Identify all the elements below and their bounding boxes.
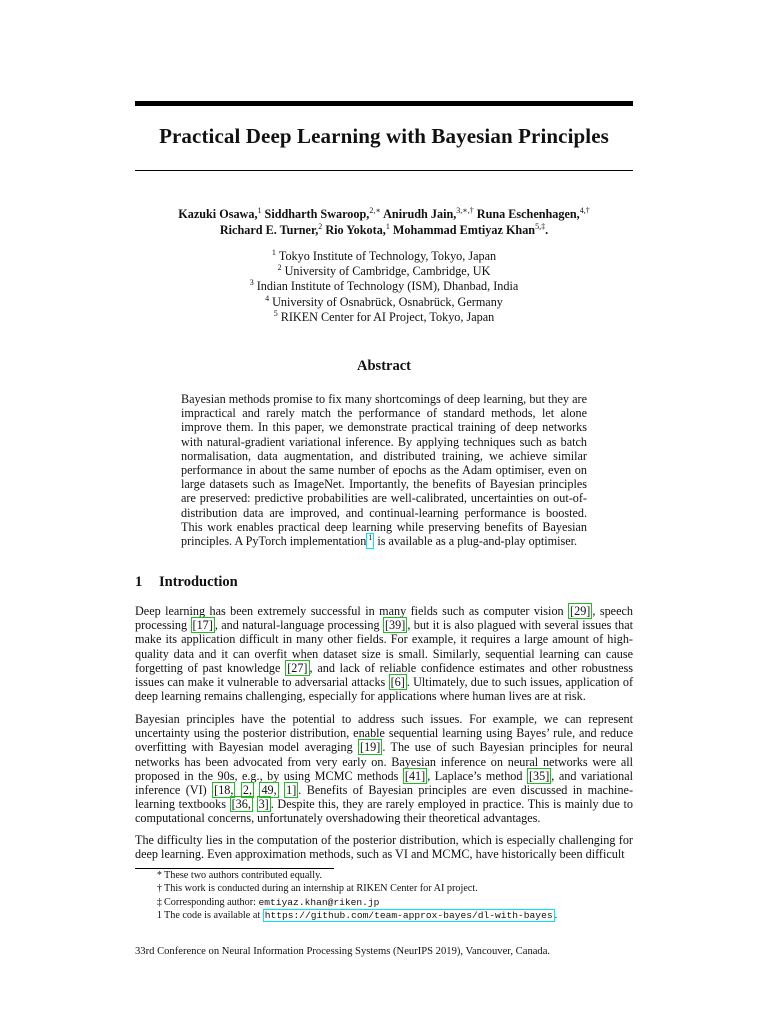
author-5: Richard E. Turner,$^2$ [219, 222, 323, 237]
footnote-link-1[interactable]: 1 [366, 533, 374, 549]
code-url-link[interactable]: https://github.com/team-approx-bayes/dl-with-bayes [264, 910, 553, 922]
abstract-text: Bayesian methods promise to fix many shortcomings of deep learning, but they are impractical and rarely match the performance of standard methods, let alone improve them. In this paper, we demonstrate practical training of deep networks with natural-gradient variational inference. By applying techniques such as batch normalisation, data augmentation, and distributed training, we achieve similar performance in about the same number of epochs as the Adam optimiser, even on large datasets such as ImageNet. Importantly, the benefits of Bayesian principles are preserved: predictive probabilities are well-calibrated, uncertainties on out-of-distribution data are improved, and continual-learning performance is boosted. This work enables practical deep learning while preserving benefits of Bayesian principles. A PyTorch implementation $^1$ is available as a plug-and-play optimiser. [181, 392, 587, 549]
text-run: , and natural-language processing [214, 618, 383, 633]
corresponding-email[interactable]: emtiyaz.khan@riken.jp [258, 896, 380, 908]
citation-link[interactable]: [29] [570, 604, 591, 618]
text-run: , and variational inference (VI) [135, 768, 634, 798]
text-run: Bayesian principles have the potential to address such issues. For example, we can represent uncertainty using the posterior distribution, enable sequential learning using Bayes’ rule, and reduce overfitting with Bayesian model averaging [135, 712, 633, 755]
author-7: Mohammad Emtiyaz Khan$^{5,\ddagger}$. [392, 222, 549, 237]
section-heading-introduction [135, 574, 633, 591]
text-run: , and lack of reliable confidence estimates and other robustness issues can make it vulnerable to adversarial attacks [135, 660, 633, 690]
text-run: . Despite this, they are rarely employed in practice. This is mainly due to computational concerns, unfortunately overshadowing their theoretical advantages. [135, 797, 634, 826]
affiliation-item: $^4$ University of Osnabrück, Osnabrück, Germany [265, 293, 503, 309]
conference-footer: 33rd Conference on Neural Information Processing Systems (NeurIPS 2019), Vancouver, Canada. [135, 946, 551, 957]
affiliation-item: $^3$ Indian Institute of Technology (ISM), Dhanbad, India [249, 278, 519, 294]
intro-paragraph-1 [135, 604, 633, 703]
title-top-rule [135, 101, 633, 106]
text-run: . Ultimately, due to such issues, application of deep learning remains challenging, especially for applications where human lives are at risk. [135, 675, 633, 704]
citation-link[interactable]: 2, [242, 783, 253, 798]
citation-link[interactable]: 3] [258, 797, 269, 812]
citation-link[interactable]: [17] [192, 618, 213, 633]
affiliation-item: $^2$ University of Cambridge, Cambridge, UK [277, 263, 491, 279]
footnote-code: 1 The code is available at https://github.com/team-approx-bayes/dl-with-bayes . [156, 910, 558, 922]
citation-link[interactable]: 1] [286, 783, 297, 798]
citation-link[interactable]: [19] [360, 740, 381, 755]
author-6: Rio Yokota,$^1$ [325, 222, 390, 237]
affiliation-item: $^1$ Tokyo Institute of Technology, Tokyo, Japan [271, 248, 497, 263]
affiliation-list [135, 249, 633, 325]
footnote-equal: * These two authors contributed equally. [156, 870, 323, 881]
abstract-heading: Abstract [357, 358, 411, 374]
text-run: . Benefits of Bayesian principles are even discussed in machine-learning textbooks [135, 783, 634, 812]
citation-link[interactable]: [35] [528, 768, 550, 783]
title-bottom-rule [135, 170, 633, 171]
citation-link[interactable]: [36, [231, 797, 251, 812]
author-2: Siddharth Swaroop,$^{2,∗}$ [264, 206, 381, 221]
text-run: . The use of such Bayesian principles for neural networks has been advocated from very early on. Bayesian inference on neural networks were all proposed in the 90s, e.g., by using MCMC methods [135, 740, 633, 783]
intro-paragraph-3 [135, 833, 633, 861]
text-run: Deep learning has been extremely successful in many fields such as computer vision [135, 604, 569, 618]
paper-title: Practical Deep Learning with Bayesian Principles [159, 124, 609, 148]
citation-link[interactable]: 49, [261, 783, 277, 798]
citation-link[interactable]: [41] [404, 768, 426, 783]
section-title: Introduction [159, 574, 238, 590]
footnote-corresponding: ‡ Corresponding author: emtiyaz.khan@riken.jp [156, 896, 380, 908]
author-1: Kazuki Osawa,$^1$ [178, 206, 262, 221]
citation-link[interactable]: [6] [390, 675, 405, 690]
citation-link[interactable]: [18, [214, 783, 234, 798]
citation-link[interactable]: [27] [287, 660, 308, 675]
text-run: , but it is also plagued with several issues that make its application difficult in many other fields. For example, it requires a large amount of high-quality data and it can overfit when dataset size is small. Similarly, sequential learning can cause forgetting of past knowledge [135, 618, 634, 675]
text-run: , Laplace’s method [427, 768, 527, 783]
author-list [135, 206, 633, 238]
author-4: Runa Eschenhagen,$^{4,\dagger}$ [476, 206, 590, 221]
affiliation-item: $^5$ RIKEN Center for AI Project, Tokyo, Japan [273, 308, 495, 324]
text-run: The difficulty lies in the computation of the posterior distribution, which is especially challenging for deep learning. Even approximation methods, such as VI and MCMC, have historically been difficult [135, 833, 633, 862]
intro-paragraph-2 [135, 712, 633, 826]
footnotes [150, 869, 620, 923]
footnote-internship: † This work is conducted during an internship at RIKEN Center for AI project. [156, 883, 478, 895]
author-3: Anirudh Jain,$^{3,∗,\dagger}$ [383, 206, 474, 221]
text-run: , speech processing [135, 604, 633, 633]
citation-link[interactable]: [39] [385, 618, 406, 633]
section-number: 1 [135, 574, 143, 590]
